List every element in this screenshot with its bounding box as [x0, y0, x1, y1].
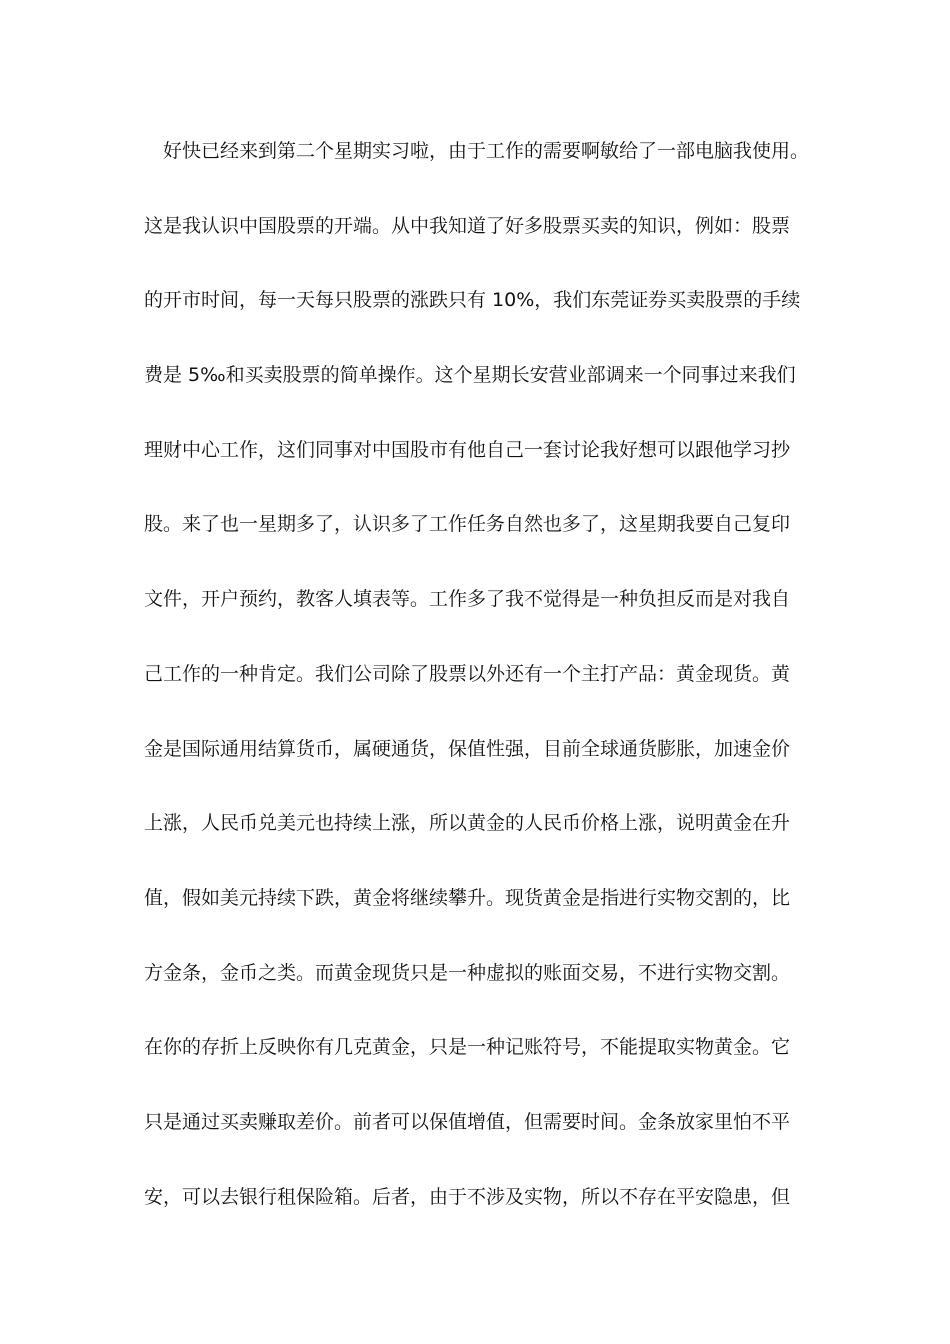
paragraph-line-10: 上涨，人民币兑美元也持续上涨，所以黄金的人民币价格上涨，说明黄金在升	[144, 812, 791, 834]
paragraph-line-3: 的开市时间，每一天每只股票的涨跌只有 10%，我们东莞证券买卖股票的手续	[144, 289, 801, 311]
paragraph-line-11: 值，假如美元持续下跌，黄金将继续攀升。现货黄金是指进行实物交割的，比	[144, 887, 791, 909]
paragraph-line-4: 费是 5‰和买卖股票的简单操作。这个星期长安营业部调来一个同事过来我们	[144, 364, 796, 386]
paragraph-line-13: 在你的存折上反映你有几克黄金，只是一种记账符号，不能提取实物黄金。它	[144, 1036, 791, 1058]
paragraph-line-14: 只是通过买卖赚取差价。前者可以保值增值，但需要时间。金条放家里怕不平	[144, 1111, 791, 1133]
paragraph-line-8: 己工作的一种肯定。我们公司除了股票以外还有一个主打产品：黄金现货。黄	[144, 663, 791, 685]
paragraph-line-5: 理财中心工作，这们同事对中国股市有他自己一套讨论我好想可以跟他学习抄	[144, 439, 791, 461]
paragraph-line-6: 股。来了也一星期多了，认识多了工作任务自然也多了，这星期我要自己复印	[144, 513, 791, 535]
paragraph-line-1: 好快已经来到第二个星期实习啦，由于工作的需要啊敏给了一部电脑我使用。	[163, 140, 810, 162]
paragraph-line-9: 金是国际通用结算货币，属硬通货，保值性强，目前全球通货膨胀，加速金价	[144, 738, 791, 760]
paragraph-line-15: 安，可以去银行租保险箱。后者，由于不涉及实物，所以不存在平安隐患，但	[144, 1186, 791, 1208]
paragraph-line-2: 这是我认识中国股票的开端。从中我知道了好多股票买卖的知识，例如：股票	[144, 215, 791, 237]
paragraph-line-12: 方金条，金币之类。而黄金现货只是一种虚拟的账面交易，不进行实物交割。	[144, 962, 791, 984]
paragraph-line-7: 文件，开户预约，教客人填表等。工作多了我不觉得是一种负担反而是对我自	[144, 588, 791, 610]
